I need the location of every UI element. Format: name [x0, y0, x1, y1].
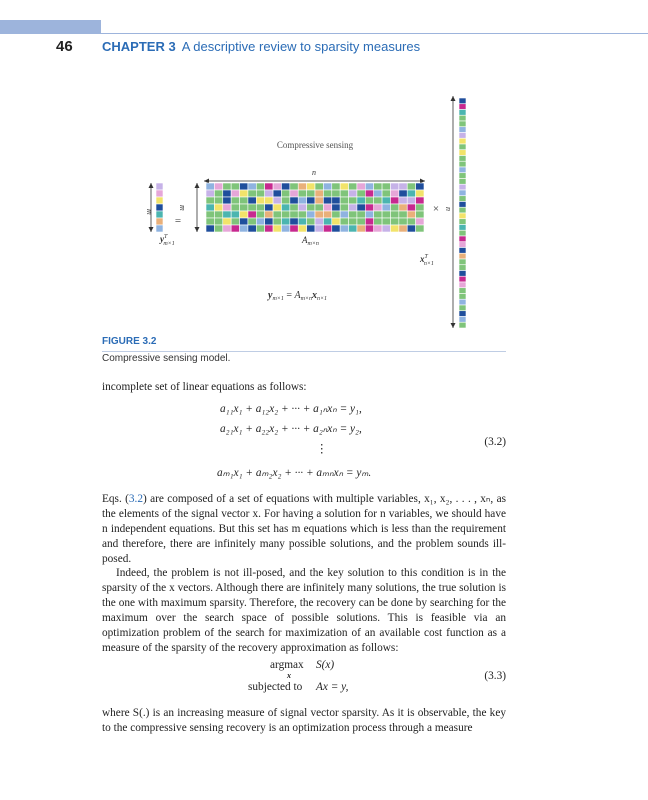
matrix-cell: [214, 190, 222, 197]
matrix-cell: [223, 190, 231, 197]
matrix-cell: [357, 197, 365, 204]
intro-line: incomplete set of linear equations as follows:: [102, 381, 307, 393]
x-cell: [459, 110, 466, 116]
matrix-cell: [231, 225, 239, 232]
matrix-cell: [315, 197, 323, 204]
matrix-cell: [315, 190, 323, 197]
matrix-cell: [231, 183, 239, 190]
matrix-cell: [281, 204, 289, 211]
matrix-cell: [290, 197, 298, 204]
matrix-cell: [407, 204, 415, 211]
matrix-cell: [382, 197, 390, 204]
matrix-cell: [349, 197, 357, 204]
matrix-cell: [357, 183, 365, 190]
matrix-cell: [248, 197, 256, 204]
matrix-cell: [214, 204, 222, 211]
matrix-cell: [206, 204, 214, 211]
equation-number: (3.3): [484, 670, 506, 682]
matrix-cell: [323, 183, 331, 190]
paragraph-1: [102, 492, 506, 567]
matrix-cell: [382, 183, 390, 190]
matrix-cell: [256, 190, 264, 197]
matrix-cell: [365, 204, 373, 211]
matrix-cell: [407, 183, 415, 190]
x-cell: [459, 138, 466, 144]
matrix-cell: [407, 225, 415, 232]
x-cell: [459, 156, 466, 162]
x-cell: [459, 133, 466, 139]
eq-line-2: a₂₁x₁ + a₂₂x₂ + ··· + a₂ₙxₙ = y₂,: [220, 423, 362, 435]
matrix-cell: [399, 190, 407, 197]
paragraph-3: [102, 706, 506, 736]
matrix-cell: [281, 225, 289, 232]
matrix-cell: [223, 204, 231, 211]
matrix-cell: [416, 218, 424, 225]
objective-function: S(x): [316, 659, 335, 671]
matrix-cell: [340, 204, 348, 211]
running-header: [102, 39, 420, 54]
x-cell: [459, 230, 466, 236]
matrix-cell: [273, 225, 281, 232]
matrix-cell: [390, 183, 398, 190]
x-cell: [459, 294, 466, 300]
matrix-cell: [374, 183, 382, 190]
matrix-cell: [265, 225, 273, 232]
matrix-cell: [365, 218, 373, 225]
equals-sign: =: [174, 215, 182, 227]
x-cell: [459, 150, 466, 156]
matrix-cell: [223, 218, 231, 225]
matrix-cell: [214, 218, 222, 225]
matrix-cell: [265, 211, 273, 218]
matrix-cell: [340, 218, 348, 225]
x-cell: [459, 271, 466, 277]
matrix-cell: [357, 204, 365, 211]
matrix-cell: [365, 225, 373, 232]
y-cell: [156, 204, 163, 211]
matrix-cell: [374, 225, 382, 232]
matrix-cell: [349, 204, 357, 211]
eq-line-1: a₁₁x₁ + a₁₂x₂ + ··· + a₁ₙxₙ = y₁,: [220, 403, 362, 415]
caption-rule: [102, 351, 506, 352]
x-cell: [459, 121, 466, 127]
y-cell: [156, 218, 163, 225]
matrix-cell: [365, 183, 373, 190]
matrix-cell: [390, 197, 398, 204]
matrix-cell: [323, 218, 331, 225]
matrix-cell: [332, 197, 340, 204]
matrix-cell: [290, 204, 298, 211]
x-cell: [459, 311, 466, 317]
x-cell: [459, 167, 466, 173]
matrix-cell: [365, 197, 373, 204]
matrix-cell: [332, 204, 340, 211]
m-left-label: m: [145, 209, 154, 215]
matrix-cell: [256, 183, 264, 190]
matrix-cell: [265, 190, 273, 197]
matrix-cell: [315, 204, 323, 211]
matrix-cell: [416, 225, 424, 232]
matrix-cell: [374, 218, 382, 225]
arrowhead-down: [195, 227, 200, 232]
matrix-cell: [399, 183, 407, 190]
matrix-cell: [315, 225, 323, 232]
matrix-cell: [365, 190, 373, 197]
header-rule: [101, 33, 648, 34]
matrix-cell: [382, 211, 390, 218]
eq-vertical-dots: ⋮: [316, 443, 328, 455]
matrix-cell: [374, 197, 382, 204]
matrix-cell: [407, 197, 415, 204]
matrix-cell: [231, 190, 239, 197]
x-cell: [459, 236, 466, 242]
x-cell: [459, 196, 466, 202]
matrix-cell: [240, 197, 248, 204]
x-cell: [459, 161, 466, 167]
matrix-cell: [248, 218, 256, 225]
matrix-cell: [290, 218, 298, 225]
matrix-cell: [323, 225, 331, 232]
matrix-cell: [307, 218, 315, 225]
matrix-cell: [307, 211, 315, 218]
argmax-operator: argmax: [270, 659, 304, 671]
x-cell: [459, 305, 466, 311]
matrix-cell: [357, 190, 365, 197]
a-matrix: [206, 183, 424, 232]
equation-3-2: [102, 402, 506, 484]
matrix-cell: [214, 197, 222, 204]
matrix-cell: [407, 190, 415, 197]
matrix-cell: [399, 218, 407, 225]
matrix-cell: [290, 211, 298, 218]
matrix-cell: [390, 225, 398, 232]
x-vector: [459, 98, 466, 328]
matrix-cell: [307, 190, 315, 197]
matrix-cell: [214, 211, 222, 218]
equation-number: (3.2): [484, 436, 506, 448]
matrix-cell: [382, 225, 390, 232]
argmax-variable: x: [287, 671, 291, 680]
y-cell: [156, 183, 163, 190]
matrix-cell: [298, 183, 306, 190]
matrix-cell: [407, 218, 415, 225]
y-label: $y^T$ m×1: [160, 234, 175, 247]
times-sign: ×: [432, 203, 440, 215]
matrix-cell: [416, 197, 424, 204]
matrix-cell: [315, 183, 323, 190]
matrix-cell: [340, 225, 348, 232]
matrix-cell: [374, 211, 382, 218]
matrix-cell: [281, 183, 289, 190]
y-cell: [156, 197, 163, 204]
matrix-cell: [298, 211, 306, 218]
x-cell: [459, 115, 466, 121]
matrix-cell: [349, 183, 357, 190]
arrowhead-up: [149, 183, 154, 188]
matrix-cell: [256, 218, 264, 225]
matrix-cell: [281, 197, 289, 204]
chapter-title: A descriptive review to sparsity measures: [181, 39, 421, 54]
x-cell: [459, 104, 466, 110]
matrix-cell: [240, 190, 248, 197]
x-cell: [459, 213, 466, 219]
matrix-cell: [298, 190, 306, 197]
matrix-cell: [399, 211, 407, 218]
matrix-cell: [273, 183, 281, 190]
paragraph-2-text: Indeed, the problem is not ill-posed, and the key solution to this condition is in the sparsity of the x vectors. Although there are infinitely many solutions, the true solution is the one with maximum sparsity. Therefore, the recovery can be done by searching for the maximum over the search space of possible solutions. This is feasible via an optimization problem of the search for maximization of an available cost function as a measure of the sparsity of the recovery approximation as follows:: [102, 567, 506, 655]
matrix-cell: [248, 211, 256, 218]
matrix-cell: [416, 183, 424, 190]
matrix-cell: [399, 197, 407, 204]
matrix-cell: [340, 190, 348, 197]
matrix-cell: [349, 225, 357, 232]
x-cell: [459, 322, 466, 328]
x-cell: [459, 173, 466, 179]
matrix-cell: [340, 211, 348, 218]
equation-3-3: [102, 656, 506, 696]
matrix-cell: [357, 211, 365, 218]
matrix-cell: [281, 211, 289, 218]
matrix-cell: [357, 218, 365, 225]
x-cell: [459, 288, 466, 294]
matrix-cell: [298, 197, 306, 204]
a-label: $A_{m\times n}$: [302, 235, 319, 247]
n-right-label: n: [444, 207, 453, 211]
matrix-cell: [298, 225, 306, 232]
matrix-cell: [340, 197, 348, 204]
matrix-cell: [298, 218, 306, 225]
matrix-cell: [273, 218, 281, 225]
matrix-cell: [332, 218, 340, 225]
matrix-cell: [273, 211, 281, 218]
matrix-cell: [265, 218, 273, 225]
x-label: $x^T$ n×1: [420, 254, 434, 267]
arrowhead-up: [451, 96, 456, 101]
n-top-label: n: [312, 168, 316, 177]
matrix-cell: [416, 190, 424, 197]
matrix-cell: [265, 197, 273, 204]
matrix-cell: [349, 190, 357, 197]
x-cell: [459, 202, 466, 208]
x-cell: [459, 207, 466, 213]
matrix-cell: [256, 211, 264, 218]
matrix-cell: [206, 211, 214, 218]
arrowhead-up: [195, 183, 200, 188]
matrix-cell: [265, 204, 273, 211]
matrix-cell: [323, 190, 331, 197]
matrix-cell: [206, 225, 214, 232]
matrix-cell: [390, 218, 398, 225]
x-cell: [459, 299, 466, 305]
matrix-cell: [214, 225, 222, 232]
matrix-cell: [332, 211, 340, 218]
x-cell: [459, 276, 466, 282]
matrix-cell: [248, 183, 256, 190]
page-number: 46: [56, 38, 73, 55]
matrix-cell: [298, 204, 306, 211]
matrix-cell: [248, 190, 256, 197]
figure-title: Compressive sensing: [276, 140, 354, 150]
figure-label: FIGURE 3.2: [102, 336, 157, 347]
matrix-cell: [315, 218, 323, 225]
matrix-cell: [315, 211, 323, 218]
matrix-cell: [231, 204, 239, 211]
paragraph-1-text: Eqs. (3.2) are composed of a set of equations with multiple variables, x₁, x₂, . . . , xₙ, as the elements of the signal vector x. For having a solution for n variables, we should have n independent equations. But this set has m equations which is less than the requirement and therefore, there are infinitely many possible solutions, and the problem sounds ill-posed.: [102, 493, 506, 566]
x-cell: [459, 190, 466, 196]
matrix-cell: [382, 218, 390, 225]
matrix-cell: [206, 197, 214, 204]
matrix-cell: [332, 183, 340, 190]
matrix-cell: [206, 190, 214, 197]
matrix-cell: [290, 190, 298, 197]
matrix-cell: [290, 225, 298, 232]
matrix-cell: [307, 197, 315, 204]
matrix-cell: [390, 204, 398, 211]
matrix-cell: [323, 204, 331, 211]
matrix-cell: [307, 183, 315, 190]
matrix-cell: [206, 183, 214, 190]
y-cell: [156, 211, 163, 218]
m-mid-label: m: [178, 205, 187, 211]
matrix-cell: [248, 225, 256, 232]
y-cell: [156, 225, 163, 232]
compressive-sensing-figure: [120, 90, 480, 335]
matrix-cell: [323, 211, 331, 218]
matrix-cell: [416, 204, 424, 211]
matrix-cell: [390, 190, 398, 197]
matrix-cell: [240, 204, 248, 211]
matrix-cell: [332, 190, 340, 197]
matrix-cell: [357, 225, 365, 232]
x-cell: [459, 259, 466, 265]
x-cell: [459, 127, 466, 133]
matrix-cell: [323, 197, 331, 204]
x-cell: [459, 253, 466, 259]
matrix-cell: [231, 218, 239, 225]
figure-equation: $y_{m\times 1} = A_{m\times n}x_{n\times 1}$: [268, 290, 328, 302]
matrix-cell: [307, 204, 315, 211]
matrix-cell: [399, 225, 407, 232]
matrix-cell: [407, 211, 415, 218]
paragraph-3-text: where S(.) is an increasing measure of signal vector sparsity. As it is observable, the key to the compressive sensing recovery is an optimization process through a measure: [102, 707, 506, 735]
matrix-cell: [256, 204, 264, 211]
matrix-cell: [382, 190, 390, 197]
matrix-cell: [256, 225, 264, 232]
header-accent-bar: [0, 20, 101, 34]
x-cell: [459, 179, 466, 185]
matrix-cell: [390, 211, 398, 218]
eq-line-3: aₘ₁x₁ + aₘ₂x₂ + ··· + aₘₙxₙ = yₘ.: [217, 467, 372, 479]
matrix-cell: [349, 211, 357, 218]
matrix-cell: [223, 183, 231, 190]
matrix-cell: [240, 183, 248, 190]
matrix-cell: [223, 225, 231, 232]
x-cell: [459, 282, 466, 288]
matrix-cell: [265, 183, 273, 190]
matrix-cell: [365, 211, 373, 218]
x-cell: [459, 98, 466, 104]
matrix-cell: [273, 190, 281, 197]
matrix-cell: [240, 211, 248, 218]
matrix-cell: [223, 211, 231, 218]
x-cell: [459, 265, 466, 271]
matrix-cell: [349, 218, 357, 225]
matrix-cell: [214, 183, 222, 190]
x-cell: [459, 248, 466, 254]
matrix-cell: [290, 183, 298, 190]
chapter-label: CHAPTER 3: [102, 39, 176, 54]
matrix-cell: [273, 197, 281, 204]
paragraph-2: [102, 566, 506, 657]
matrix-cell: [240, 225, 248, 232]
y-cell: [156, 190, 163, 197]
matrix-cell: [281, 218, 289, 225]
figure-caption: Compressive sensing model.: [102, 353, 231, 364]
matrix-cell: [273, 204, 281, 211]
x-cell: [459, 317, 466, 323]
x-cell: [459, 184, 466, 190]
x-cell: [459, 242, 466, 248]
x-cell: [459, 144, 466, 150]
constraint: Ax = y,: [316, 681, 349, 693]
matrix-cell: [416, 211, 424, 218]
matrix-cell: [240, 218, 248, 225]
matrix-cell: [307, 225, 315, 232]
y-vector: [156, 183, 163, 232]
matrix-cell: [223, 197, 231, 204]
matrix-cell: [248, 204, 256, 211]
equation-reference-link[interactable]: 3.2: [128, 493, 143, 505]
matrix-cell: [231, 197, 239, 204]
subject-to-text: subjected to: [248, 681, 303, 693]
matrix-cell: [281, 190, 289, 197]
matrix-cell: [374, 190, 382, 197]
matrix-cell: [340, 183, 348, 190]
matrix-cell: [256, 197, 264, 204]
matrix-cell: [206, 218, 214, 225]
x-cell: [459, 225, 466, 231]
matrix-cell: [399, 204, 407, 211]
matrix-cell: [231, 211, 239, 218]
x-cell: [459, 219, 466, 225]
matrix-cell: [382, 204, 390, 211]
arrowhead-down: [451, 323, 456, 328]
arrowhead-down: [149, 227, 154, 232]
matrix-cell: [374, 204, 382, 211]
matrix-cell: [332, 225, 340, 232]
